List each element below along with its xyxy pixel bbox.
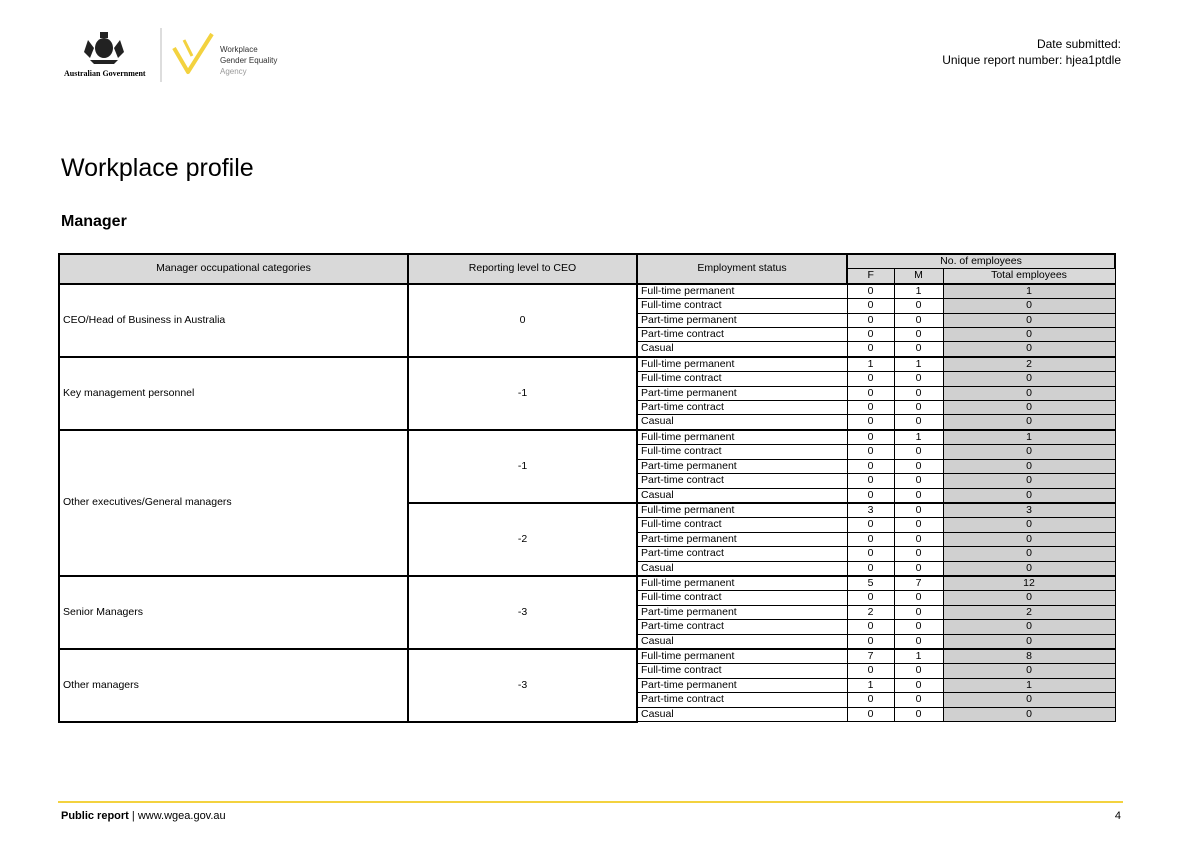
male-cell: 0 [894, 634, 943, 649]
male-cell: 0 [894, 415, 943, 430]
status-cell: Part-time permanent [637, 605, 847, 619]
category-cell: Key management personnel [59, 357, 408, 430]
report-meta [942, 36, 1121, 68]
status-cell: Part-time contract [637, 620, 847, 634]
male-cell: 0 [894, 678, 943, 692]
table-row [59, 357, 1115, 372]
female-cell: 0 [847, 693, 894, 707]
male-cell: 0 [894, 401, 943, 415]
female-cell: 0 [847, 313, 894, 327]
female-cell: 0 [847, 445, 894, 459]
footer-public-report: Public report [61, 810, 129, 822]
status-cell: Full-time permanent [637, 649, 847, 664]
status-cell: Part-time contract [637, 474, 847, 488]
status-cell: Casual [637, 415, 847, 430]
male-cell: 0 [894, 693, 943, 707]
table-row [59, 576, 1115, 591]
total-cell: 2 [943, 605, 1115, 619]
female-cell: 0 [847, 401, 894, 415]
male-cell: 0 [894, 328, 943, 342]
table-row [59, 284, 1115, 299]
total-cell: 0 [943, 474, 1115, 488]
total-cell: 8 [943, 649, 1115, 664]
header-f: F [847, 269, 894, 284]
male-cell: 1 [894, 357, 943, 372]
category-cell: Other managers [59, 649, 408, 722]
status-cell: Casual [637, 561, 847, 576]
male-cell: 0 [894, 664, 943, 678]
female-cell: 0 [847, 532, 894, 546]
male-cell: 0 [894, 342, 943, 357]
female-cell: 0 [847, 372, 894, 386]
male-cell: 0 [894, 299, 943, 313]
female-cell: 0 [847, 430, 894, 445]
status-cell: Full-time contract [637, 445, 847, 459]
total-cell: 0 [943, 372, 1115, 386]
header-total: Total employees [943, 269, 1115, 284]
male-cell: 1 [894, 430, 943, 445]
status-cell: Part-time permanent [637, 532, 847, 546]
agency-line3: Agency [220, 67, 247, 76]
total-cell: 0 [943, 693, 1115, 707]
female-cell: 7 [847, 649, 894, 664]
table-row [59, 649, 1115, 664]
total-cell: 0 [943, 445, 1115, 459]
status-cell: Part-time contract [637, 693, 847, 707]
status-cell: Casual [637, 634, 847, 649]
total-cell: 0 [943, 313, 1115, 327]
status-cell: Part-time permanent [637, 386, 847, 400]
level-cell: 0 [408, 284, 637, 357]
page-title: Workplace profile [61, 154, 254, 182]
level-cell: -3 [408, 576, 637, 649]
header-level: Reporting level to CEO [408, 254, 637, 284]
status-cell: Full-time contract [637, 372, 847, 386]
status-cell: Full-time contract [637, 299, 847, 313]
female-cell: 0 [847, 415, 894, 430]
male-cell: 0 [894, 518, 943, 532]
male-cell: 0 [894, 605, 943, 619]
section-subtitle: Manager [61, 213, 127, 230]
footer-divider [58, 801, 1123, 803]
category-cell: CEO/Head of Business in Australia [59, 284, 408, 357]
male-cell: 0 [894, 445, 943, 459]
status-cell: Part-time contract [637, 328, 847, 342]
government-crest-icon [60, 26, 300, 86]
male-cell: 1 [894, 284, 943, 299]
total-cell: 0 [943, 415, 1115, 430]
total-cell: 1 [943, 284, 1115, 299]
total-cell: 0 [943, 547, 1115, 561]
level-cell: -3 [408, 649, 637, 722]
total-cell: 0 [943, 401, 1115, 415]
table-body [59, 284, 1115, 722]
total-cell: 0 [943, 328, 1115, 342]
female-cell: 0 [847, 386, 894, 400]
female-cell: 2 [847, 605, 894, 619]
male-cell: 0 [894, 372, 943, 386]
total-cell: 2 [943, 357, 1115, 372]
status-cell: Full-time permanent [637, 576, 847, 591]
total-cell: 1 [943, 430, 1115, 445]
total-cell: 0 [943, 664, 1115, 678]
status-cell: Casual [637, 707, 847, 721]
female-cell: 0 [847, 591, 894, 605]
status-cell: Part-time permanent [637, 678, 847, 692]
female-cell: 0 [847, 518, 894, 532]
female-cell: 0 [847, 284, 894, 299]
female-cell: 0 [847, 664, 894, 678]
female-cell: 0 [847, 474, 894, 488]
female-cell: 3 [847, 503, 894, 518]
female-cell: 1 [847, 357, 894, 372]
female-cell: 0 [847, 459, 894, 473]
female-cell: 0 [847, 634, 894, 649]
male-cell: 0 [894, 459, 943, 473]
header-employees: No. of employees [847, 254, 1115, 269]
total-cell: 0 [943, 488, 1115, 503]
total-cell: 0 [943, 707, 1115, 721]
male-cell: 0 [894, 591, 943, 605]
female-cell: 0 [847, 707, 894, 721]
level-cell: -1 [408, 430, 637, 503]
female-cell: 5 [847, 576, 894, 591]
female-cell: 0 [847, 561, 894, 576]
status-cell: Full-time permanent [637, 430, 847, 445]
female-cell: 0 [847, 342, 894, 357]
female-cell: 0 [847, 299, 894, 313]
total-cell: 0 [943, 299, 1115, 313]
footer-label [61, 810, 226, 822]
category-cell: Senior Managers [59, 576, 408, 649]
male-cell: 0 [894, 313, 943, 327]
report-number: Unique report number: hjea1ptdle [942, 53, 1121, 67]
status-cell: Full-time contract [637, 664, 847, 678]
gov-label: Australian Government [64, 69, 146, 78]
total-cell: 12 [943, 576, 1115, 591]
manager-profile-table [58, 253, 1116, 723]
total-cell: 0 [943, 386, 1115, 400]
male-cell: 1 [894, 649, 943, 664]
male-cell: 7 [894, 576, 943, 591]
status-cell: Casual [637, 488, 847, 503]
header-category: Manager occupational categories [59, 254, 408, 284]
female-cell: 0 [847, 547, 894, 561]
table-row [59, 430, 1115, 445]
male-cell: 0 [894, 532, 943, 546]
status-cell: Part-time permanent [637, 459, 847, 473]
female-cell: 0 [847, 488, 894, 503]
status-cell: Part-time contract [637, 547, 847, 561]
status-cell: Full-time contract [637, 591, 847, 605]
total-cell: 3 [943, 503, 1115, 518]
header-m: M [894, 269, 943, 284]
status-cell: Full-time permanent [637, 284, 847, 299]
status-cell: Part-time permanent [637, 313, 847, 327]
header-status: Employment status [637, 254, 847, 284]
total-cell: 0 [943, 620, 1115, 634]
male-cell: 0 [894, 620, 943, 634]
total-cell: 0 [943, 634, 1115, 649]
female-cell: 0 [847, 328, 894, 342]
total-cell: 1 [943, 678, 1115, 692]
total-cell: 0 [943, 342, 1115, 357]
total-cell: 0 [943, 532, 1115, 546]
total-cell: 0 [943, 591, 1115, 605]
status-cell: Full-time permanent [637, 357, 847, 372]
male-cell: 0 [894, 547, 943, 561]
total-cell: 0 [943, 561, 1115, 576]
page-number: 4 [1114, 810, 1121, 822]
status-cell: Part-time contract [637, 401, 847, 415]
female-cell: 1 [847, 678, 894, 692]
male-cell: 0 [894, 386, 943, 400]
agency-logo [60, 26, 300, 86]
agency-line2: Gender Equality [220, 56, 278, 65]
status-cell: Full-time contract [637, 518, 847, 532]
status-cell: Full-time permanent [637, 503, 847, 518]
male-cell: 0 [894, 707, 943, 721]
total-cell: 0 [943, 459, 1115, 473]
footer-url: | www.wgea.gov.au [128, 810, 226, 822]
male-cell: 0 [894, 474, 943, 488]
total-cell: 0 [943, 518, 1115, 532]
status-cell: Casual [637, 342, 847, 357]
level-cell: -1 [408, 357, 637, 430]
category-cell: Other executives/General managers [59, 430, 408, 576]
agency-line1: Workplace [220, 45, 258, 54]
female-cell: 0 [847, 620, 894, 634]
male-cell: 0 [894, 503, 943, 518]
male-cell: 0 [894, 561, 943, 576]
level-cell: -2 [408, 503, 637, 576]
date-submitted: Date submitted: [1036, 37, 1121, 51]
male-cell: 0 [894, 488, 943, 503]
